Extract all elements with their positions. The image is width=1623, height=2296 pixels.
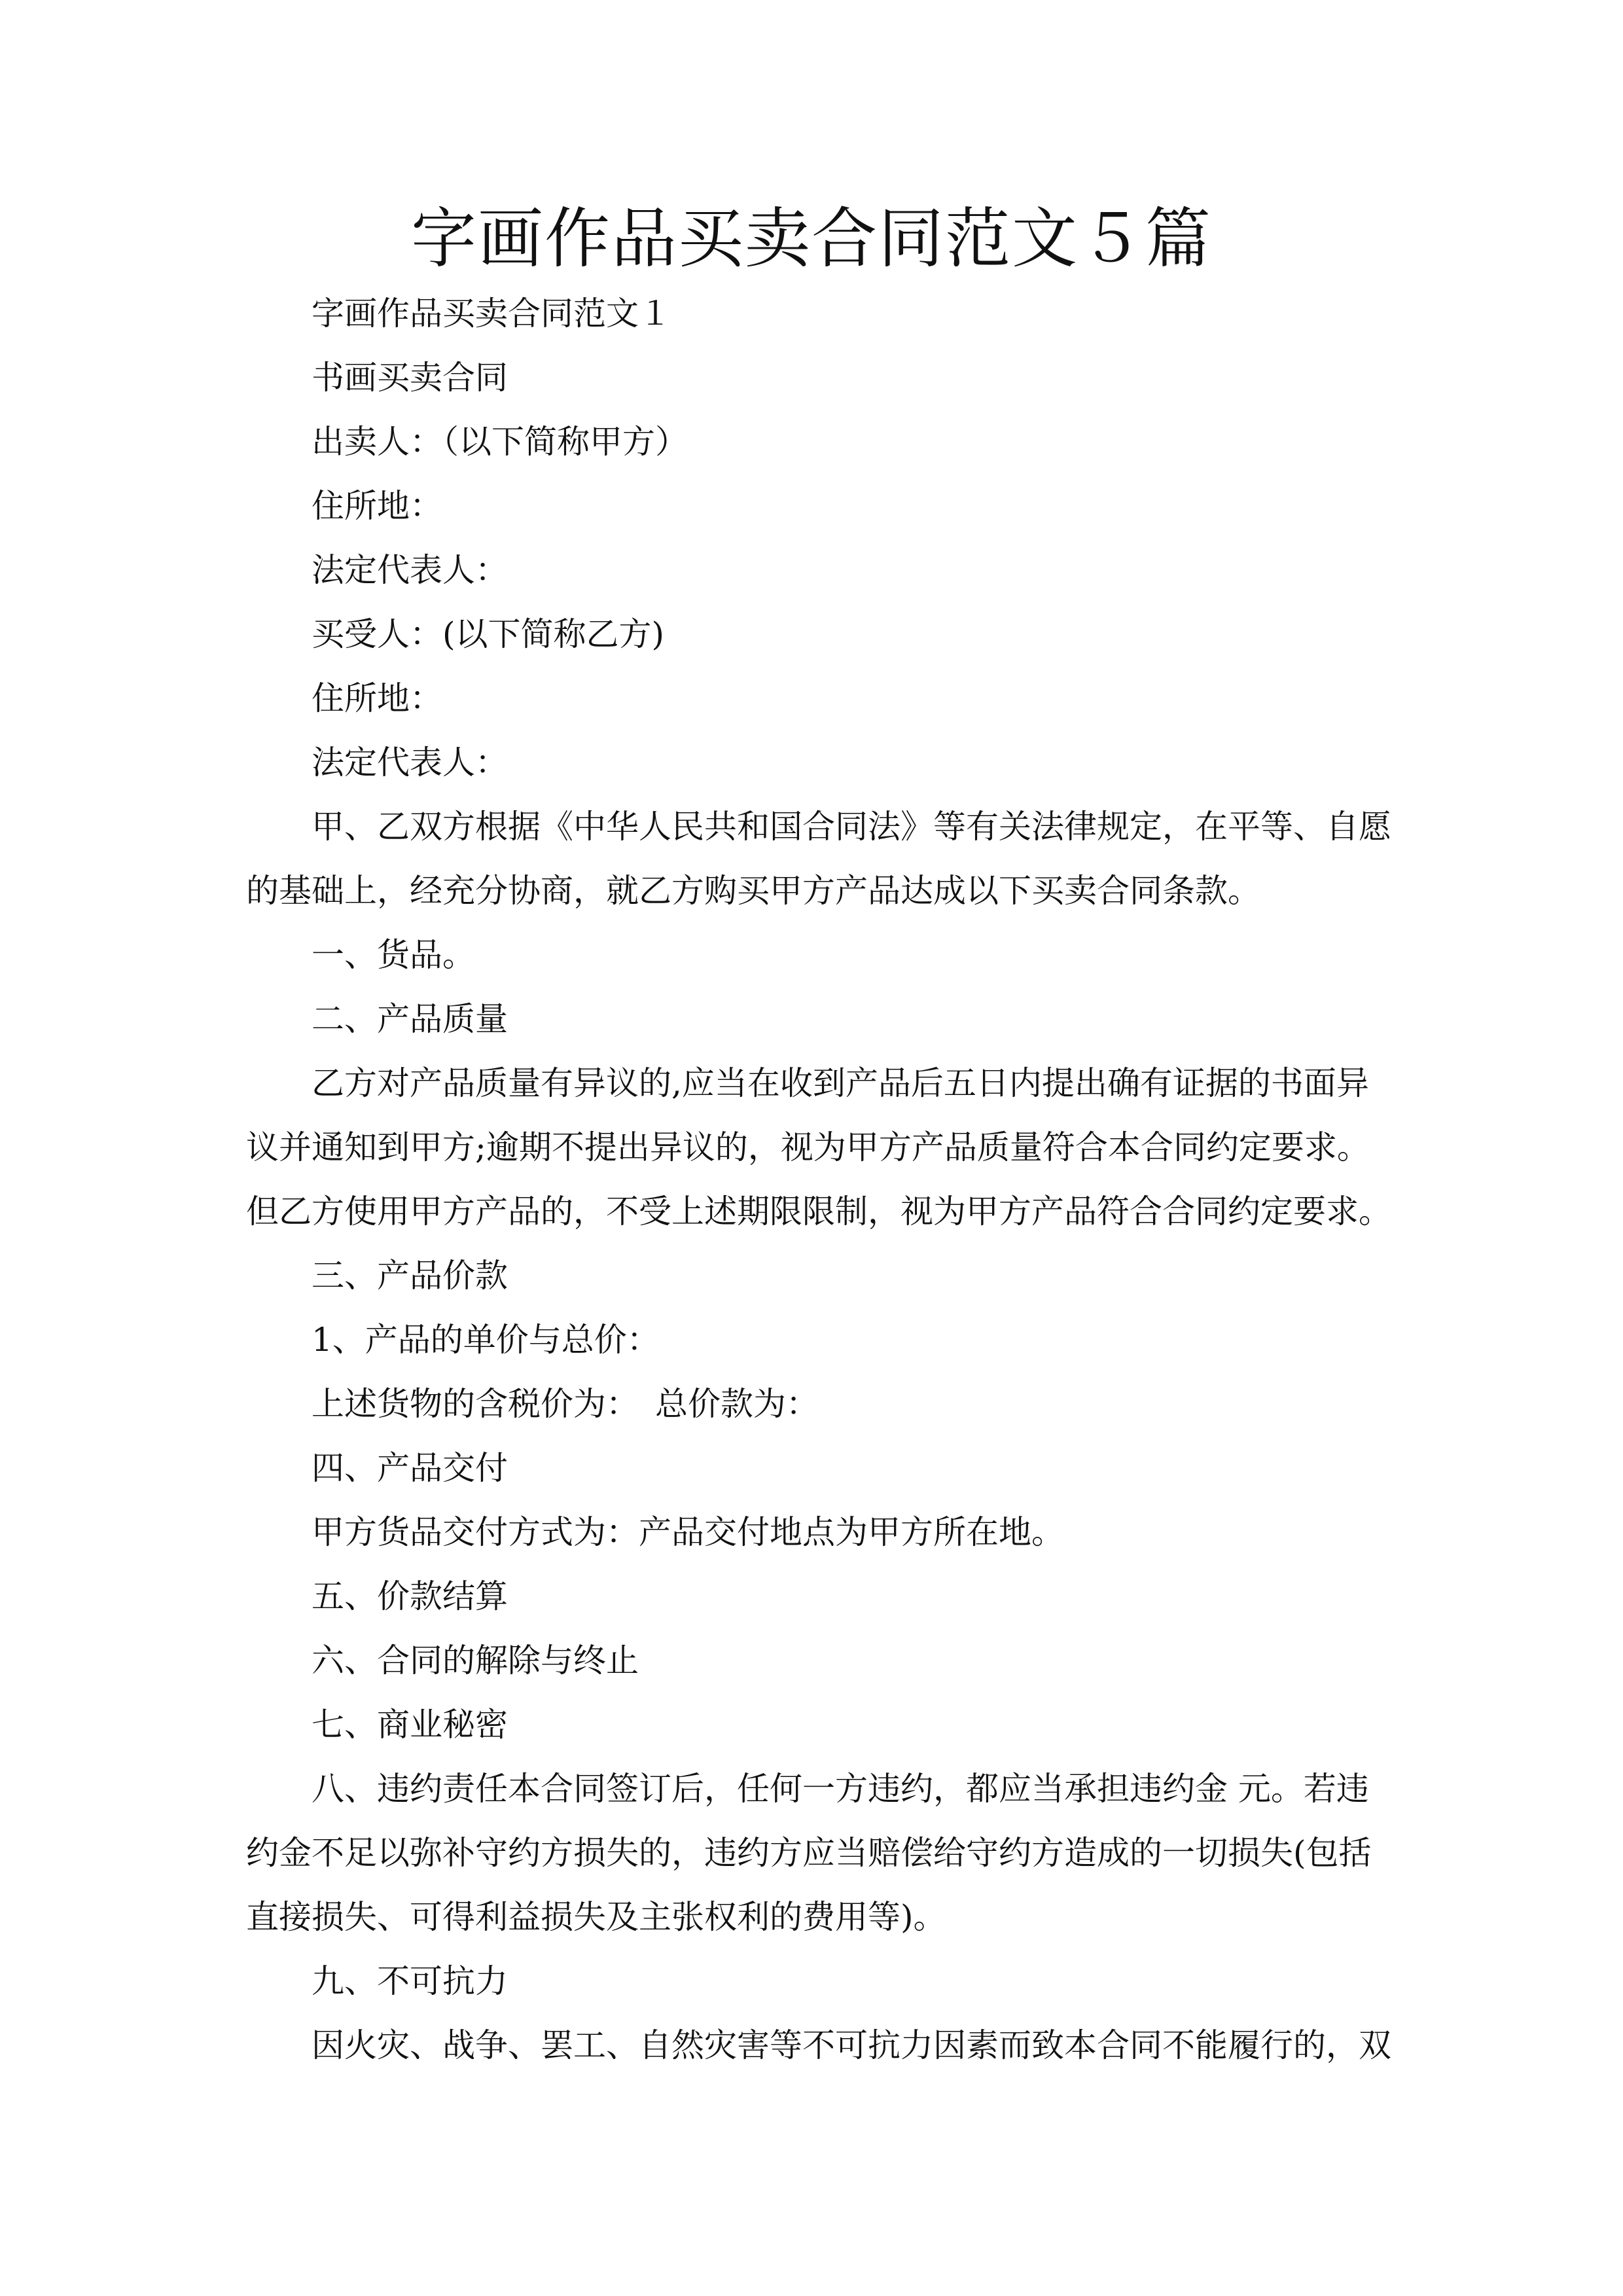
paragraph-line: 议并通知到甲方;逾期不提出异议的，视为甲方产品质量符合本合同约定要求。: [246, 1128, 1370, 1166]
buyer-field: 买受人：(以下简称乙方): [312, 615, 665, 653]
paragraph-line: 直接损失、可得利益损失及主张权利的费用等)。: [246, 1898, 946, 1936]
buyer-legal-rep-field: 法定代表人：: [312, 744, 508, 781]
paragraph-line: 的基础上，经充分协商，就乙方购买甲方产品达成以下买卖合同条款。: [246, 872, 1260, 910]
seller-field: 出卖人：（以下简称甲方）: [312, 423, 688, 461]
clause-heading: 三、产品价款: [312, 1257, 508, 1295]
seller-legal-rep-field: 法定代表人：: [312, 551, 508, 589]
clause-heading: 九、不可抗力: [312, 1962, 508, 2000]
clause-heading: 四、产品交付: [312, 1449, 508, 1487]
document-title: 字画作品买卖合同范文５篇: [411, 200, 1212, 277]
paragraph-line: 八、违约责任本合同签订后，任何一方违约，都应当承担违约金 元。若违: [312, 1770, 1369, 1808]
paragraph-line: 乙方对产品质量有异议的,应当在收到产品后五日内提出确有证据的书面异: [312, 1064, 1369, 1102]
paragraph-line: 但乙方使用甲方产品的，不受上述期限限制，视为甲方产品符合合同约定要求。: [246, 1193, 1391, 1230]
paragraph-line: 甲方货品交付方式为：产品交付地点为甲方所在地。: [312, 1513, 1064, 1551]
clause-heading: 六、合同的解除与终止: [312, 1641, 639, 1679]
clause-heading: 五、价款结算: [312, 1577, 508, 1615]
contract-title: 书画买卖合同: [312, 359, 508, 397]
clause-heading: 一、货品。: [312, 936, 475, 974]
seller-address-field: 住所地：: [312, 487, 442, 525]
price-line: 上述货物的含税价为： 总价款为：: [312, 1385, 819, 1423]
paragraph-line: 甲、乙双方根据《中华人民共和国合同法》等有关法律规定，在平等、自愿: [312, 808, 1391, 846]
sub-clause: 1、产品的单价与总价：: [312, 1321, 660, 1359]
buyer-address-field: 住所地：: [312, 679, 442, 717]
paragraph-line: 约金不足以弥补守约方损失的，违约方应当赔偿给守约方造成的一切损失(包括: [246, 1834, 1372, 1872]
clause-heading: 七、商业秘密: [312, 1706, 508, 1744]
section-heading: 字画作品买卖合同范文１: [312, 295, 671, 332]
paragraph-line: 因火灾、战争、罢工、自然灾害等不可抗力因素而致本合同不能履行的，双: [312, 2026, 1391, 2064]
clause-heading: 二、产品质量: [312, 1000, 508, 1038]
